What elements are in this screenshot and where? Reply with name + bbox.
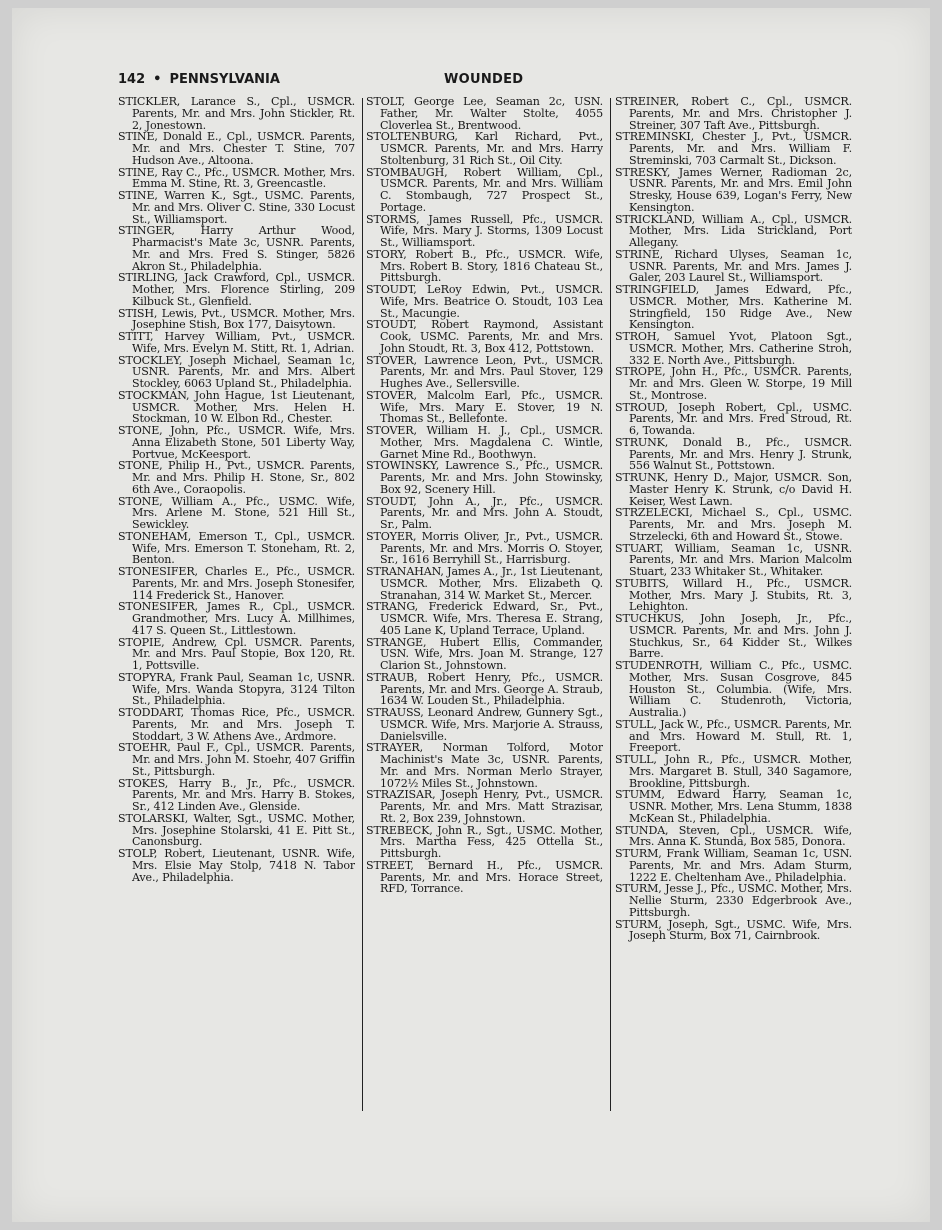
column-1 [118,96,355,1111]
casualty-entry: STRUNK, Donald B., Pfc., USMCR. Parents, Mr. and Mrs. Henry J. Strunk, 556 Walnut St., Pottstown. [615,435,852,473]
casualty-entry: STRANAHAN, James A., Jr., 1st Lieutenant, USMCR. Mother, Mrs. Elizabeth Q. Stranahan, 314 W. Market St., Mercer. [366,565,603,602]
bullet-icon: • [153,72,162,87]
page-header [12,72,930,92]
casualty-entry: STOUDT, LeRoy Edwin, Pvt., USMCR. Wife, Mrs. Beatrice O. Stoudt, 103 Lea St., Macungie. [366,283,603,320]
casualty-entry: STOUDT, John A., Jr., Pfc., USMCR. Parents, Mr. and Mrs. John A. Stoudt, Sr., Palm. [366,494,603,531]
casualty-entry: STOYER, Morris Oliver, Jr., Pvt., USMCR. Parents, Mr. and Mrs. Morris O. Stoyer, Sr., 1616 Berryhill St., Harrisburg. [366,529,603,567]
casualty-entry: STUNDA, Steven, Cpl., USMCR. Wife, Mrs. Anna K. Stunda, Box 585, Donora. [615,823,852,849]
casualty-entry: STOWINSKY, Lawrence S., Pfc., USMCR. Parents, Mr. and Mrs. John Stowinsky, Box 92, Scenery Hill. [366,459,603,496]
casualty-entry: STONESIFER, Charles E., Pfc., USMCR. Parents, Mr. and Mrs. Joseph Stonesifer, 114 Frederick St., Hanover. [118,565,355,602]
casualty-entry: STURM, Frank William, Seaman 1c, USN. Parents, Mr. and Mrs. Adam Sturm, 1222 E. Cheltenham Ave., Philadelphia. [615,847,852,884]
casualty-entry: STROH, Samuel Yvot, Platoon Sgt., USMCR. Mother, Mrs. Catherine Stroh, 332 E. North Ave., Pittsburgh. [615,330,852,367]
casualty-entry: STRINGFIELD, James Edward, Pfc., USMCR. Mother, Mrs. Katherine M. Stringfield, 150 Ridge Ave., New Kensington. [615,283,852,332]
casualty-entry: STONE, Philip H., Pvt., USMCR. Parents, Mr. and Mrs. Philip H. Stone, Sr., 802 6th Ave., Coraopolis. [118,459,355,496]
casualty-entry: STOPYRA, Frank Paul, Seaman 1c, USNR. Wife, Mrs. Wanda Stopyra, 3124 Tilton St., Philadelphia. [118,670,355,708]
casualty-entry: STREET, Bernard H., Pfc., USMCR. Parents, Mr. and Mrs. Horace Street, RFD, Torrance. [366,858,603,896]
casualty-entry: STURM, Joseph, Sgt., USMC. Wife, Mrs. Joseph Sturm, Box 71, Cairnbrook. [615,917,852,943]
casualty-entry: STORY, Robert B., Pfc., USMCR. Wife, Mrs. Robert B. Story, 1816 Chateau St., Pittsburgh. [366,247,603,285]
casualty-entry: STOEHR, Paul F., Cpl., USMCR. Parents, Mr. and Mrs. John M. Stoehr, 407 Griffin St., Pittsburgh. [118,741,355,778]
casualty-entry: STORMS, James Russell, Pfc., USMCR. Wife, Mrs. Mary J. Storms, 1309 Locust St., Williamsport. [366,212,603,249]
casualty-entry: STONE, William A., Pfc., USMC. Wife, Mrs. Arlene M. Stone, 521 Hill St., Sewickley. [118,494,355,531]
casualty-entry: STRAYER, Norman Tolford, Motor Machinist's Mate 3c, USNR. Parents, Mr. and Mrs. Norman Merlo Strayer, 1072½ Miles St., Johnstown. [366,741,603,790]
casualty-entry: STREBECK, John R., Sgt., USMC. Mother, Mrs. Martha Fess, 425 Ottella St., Pittsburgh. [366,823,603,860]
casualty-entry: STROPE, John H., Pfc., USMCR. Parents, Mr. and Mrs. Gleen W. Storpe, 19 Mill St., Montrose. [615,365,852,402]
casualty-entry: STUDENROTH, William C., Pfc., USMC. Mother, Mrs. Susan Cosgrove, 845 Houston St., Columbia. (Wife, Mrs. William C. Studenroth, Victoria, Australia.) [615,659,852,719]
casualty-entry: STOLP, Robert, Lieutenant, USNR. Wife, Mrs. Elsie May Stolp, 7418 N. Tabor Ave., Philadelphia. [118,847,355,884]
casualty-entry: STINE, Warren K., Sgt., USMC. Parents, Mr. and Mrs. Oliver C. Stine, 330 Locust St., Williamsport. [118,189,355,226]
casualty-entry: STONESIFER, James R., Cpl., USMCR. Grandmother, Mrs. Lucy A. Millhimes, 417 S. Queen St., Littlestown. [118,600,355,637]
casualty-entry: STURM, Jesse J., Pfc., USMC. Mother, Mrs. Nellie Sturm, 2330 Edgerbrook Ave., Pittsburgh. [615,882,852,919]
page-number: 142 [118,72,146,87]
header-left [118,72,280,87]
casualty-entry: STOCKMAN, John Hague, 1st Lieutenant, USMCR. Mother, Mrs. Helen H. Stockman, 10 W. Elbon Rd., Chester. [118,388,355,426]
casualty-entry: STINGER, Harry Arthur Wood, Pharmacist's Mate 3c, USNR. Parents, Mr. and Mrs. Fred S. Stinger, 5826 Akron St., Philadelphia. [118,224,355,273]
casualty-entry: STOVER, William H. J., Cpl., USMCR. Mother, Mrs. Magdalena C. Wintle, Garnet Mine Rd., Boothwyn. [366,424,603,461]
column-divider [610,98,611,1111]
casualty-entry: STRICKLAND, William A., Cpl., USMCR. Mother, Mrs. Lida Strickland, Port Allegany. [615,212,852,249]
casualty-entry: STODDART, Thomas Rice, Pfc., USMCR. Parents, Mr. and Mrs. Joseph T. Stoddart, 3 W. Athens Ave., Ardmore. [118,706,355,743]
casualty-entry: STOPIE, Andrew, Cpl. USMCR. Parents, Mr. and Mrs. Paul Stopie, Box 120, Rt. 1, Pottsville. [118,635,355,672]
casualty-entry: STRAUB, Robert Henry, Pfc., USMCR. Parents, Mr. and Mrs. George A. Straub, 1634 W. Louden St., Philadelphia. [366,670,603,708]
casualty-entry: STOLTENBURG, Karl Richard, Pvt., USMCR. Parents, Mr. and Mrs. Harry Stoltenburg, 31 Rich St., Oil City. [366,130,603,167]
casualty-entry: STOVER, Malcolm Earl, Pfc., USMCR. Wife, Mrs. Mary E. Stover, 19 N. Thomas St., Bellefonte. [366,388,603,426]
casualty-entry: STOLARSKI, Walter, Sgt., USMC. Mother, Mrs. Josephine Stolarski, 41 E. Pitt St., Canonsburg. [118,811,355,849]
column-divider [362,98,363,1111]
casualty-entry: STUART, William, Seaman 1c, USNR. Parents, Mr. and Mrs. Marion Malcolm Stuart, 233 Whitaker St., Whitaker. [615,541,852,578]
casualty-entry: STOUDT, Robert Raymond, Assistant Cook, USMC. Parents, Mr. and Mrs. John Stoudt, Rt. 3, Box 412, Pottstown. [366,318,603,355]
casualty-entry: STOMBAUGH, Robert William, Cpl., USMCR. Parents, Mr. and Mrs. William C. Stombaugh, 727 Prospect St., Portage. [366,165,603,214]
casualty-entry: STRANG, Frederick Edward, Sr., Pvt., USMCR. Wife, Mrs. Theresa E. Strang, 405 Lane K, Upland Terrace, Upland. [366,600,603,637]
casualty-entry: STRESKY, James Werner, Radioman 2c, USNR. Parents, Mr. and Mrs. Emil John Stresky, House 639, Logan's Ferry, New Kensington. [615,165,852,214]
casualty-entry: STRUNK, Henry D., Major, USMCR. Son, Master Henry K. Strunk, c/o David H. Keiser, West Lawn. [615,471,852,508]
casualty-entry: STREMINSKI, Chester J., Pvt., USMCR. Parents, Mr. and Mrs. William F. Streminski, 703 Carmalt St., Dickson. [615,130,852,167]
casualty-entry: STITT, Harvey William, Pvt., USMCR. Wife, Mrs. Evelyn M. Stitt, Rt. 1, Adrian. [118,330,355,355]
casualty-entry: STONEHAM, Emerson T., Cpl., USMCR. Wife, Mrs. Emerson T. Stoneham, Rt. 2, Benton. [118,529,355,567]
casualty-entry: STREINER, Robert C., Cpl., USMCR. Parents, Mr. and Mrs. Christopher J. Streiner, 307 Taft Ave., Pittsburgh. [615,96,852,132]
casualty-entry: STIRLING, Jack Crawford, Cpl., USMCR. Mother, Mrs. Florence Stirling, 209 Kilbuck St., Glenfield. [118,271,355,308]
casualty-entry: STULL, John R., Pfc., USMCR. Mother, Mrs. Margaret B. Stull, 340 Sagamore, Brookline, Pittsburgh. [615,753,852,790]
casualty-entry: STONE, John, Pfc., USMCR. Wife, Mrs. Anna Elizabeth Stone, 501 Liberty Way, Portvue, McKeesport. [118,424,355,461]
column-3 [615,96,852,1111]
casualty-entry: STINE, Donald E., Cpl., USMCR. Parents, Mr. and Mrs. Chester T. Stine, 707 Hudson Ave., Altoona. [118,130,355,167]
casualty-entry: STOKES, Harry B., Jr., Pfc., USMCR. Parents, Mr. and Mrs. Harry B. Stokes, Sr., 412 Linden Ave., Glenside. [118,776,355,813]
casualty-entry: STROUD, Joseph Robert, Cpl., USMC. Parents, Mr. and Mrs. Fred Stroud, Rt. 6, Towanda. [615,400,852,437]
casualty-entry: STULL, Jack W., Pfc., USMCR. Parents, Mr. and Mrs. Howard M. Stull, Rt. 1, Freeport. [615,717,852,755]
casualty-entry: STRZELECKI, Michael S., Cpl., USMC. Parents, Mr. and Mrs. Joseph M. Strzelecki, 6th and Howard St., Stowe. [615,506,852,543]
casualty-entry: STICKLER, Larance S., Cpl., USMCR. Parents, Mr. and Mrs. John Stickler, Rt. 2, Jonestown. [118,96,355,132]
casualty-entry: STISH, Lewis, Pvt., USMCR. Mother, Mrs. Josephine Stish, Box 177, Daisytown. [118,306,355,332]
casualty-entry: STOLT, George Lee, Seaman 2c, USN. Father, Mr. Walter Stolte, 4055 Cloverlea St., Brentwood. [366,96,603,132]
casualty-entry: STRAZISAR, Joseph Henry, Pvt., USMCR. Parents, Mr. and Mrs. Matt Strazisar, Rt. 2, Box 239, Johnstown. [366,788,603,825]
section-title: WOUNDED [444,72,524,87]
casualty-entry: STOVER, Lawrence Leon, Pvt., USMCR. Parents, Mr. and Mrs. Paul Stover, 129 Hughes Ave., Sellersville. [366,353,603,390]
column-2 [366,96,603,1111]
state-name: PENNSYLVANIA [169,72,280,87]
document-page [12,8,930,1222]
casualty-entry: STINE, Ray C., Pfc., USMCR. Mother, Mrs. Emma M. Stine, Rt. 3, Greencastle. [118,165,355,191]
casualty-entry: STRAUSS, Leonard Andrew, Gunnery Sgt., USMCR. Wife, Mrs. Marjorie A. Strauss, Danielsville. [366,706,603,743]
casualty-entry: STUCHKUS, John Joseph, Jr., Pfc., USMCR. Parents, Mr. and Mrs. John J. Stuchkus, Sr., 64 Kidder St., Wilkes Barre. [615,612,852,661]
casualty-entry: STRINE, Richard Ulyses, Seaman 1c, USNR. Parents, Mr. and Mrs. James J. Galer, 203 Laurel St., Williamsport. [615,247,852,285]
casualty-entry: STRANGE, Hubert Ellis, Commander, USN. Wife, Mrs. Joan M. Strange, 127 Clarion St., Johnstown. [366,635,603,672]
casualty-entry: STOCKLEY, Joseph Michael, Seaman 1c, USNR. Parents, Mr. and Mrs. Albert Stockley, 6063 Upland St., Philadelphia. [118,353,355,390]
casualty-entry: STUMM, Edward Harry, Seaman 1c, USNR. Mother, Mrs. Lena Stumm, 1838 McKean St., Philadelphia. [615,788,852,825]
casualty-entry: STUBITS, Willard H., Pfc., USMCR. Mother, Mrs. Mary J. Stubits, Rt. 3, Lehighton. [615,576,852,614]
